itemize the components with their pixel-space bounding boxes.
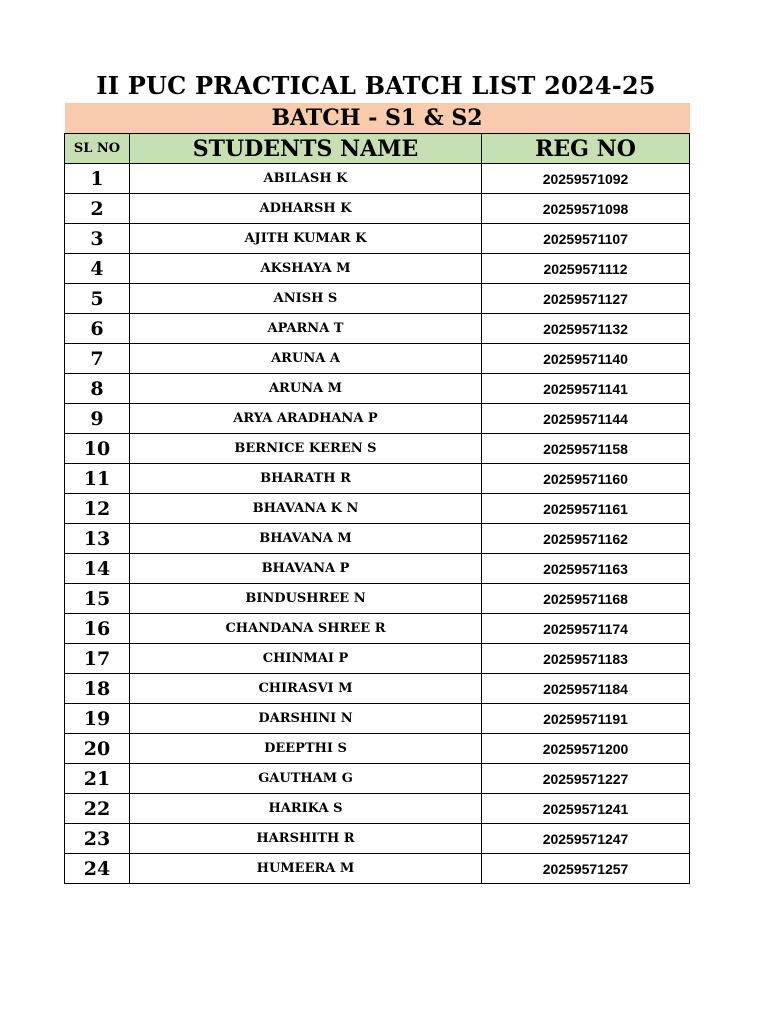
reg-no-header: REG NO [482,134,690,164]
sl-no-cell: 6 [65,314,130,344]
student-name-cell: BHAVANA K N [130,494,482,524]
student-name-cell: APARNA T [130,314,482,344]
sl-no-cell: 23 [65,824,130,854]
reg-no-cell: 20259571168 [482,584,690,614]
sl-no-header: SL NO [65,134,130,164]
table-row [65,494,690,524]
sl-no-cell: 22 [65,794,130,824]
table-row [65,554,690,584]
reg-no-cell: 20259571163 [482,554,690,584]
sl-no-cell: 19 [65,704,130,734]
sl-no-cell: 10 [65,434,130,464]
student-name-cell: CHINMAI P [130,644,482,674]
reg-no-cell: 20259571162 [482,524,690,554]
reg-no-cell: 20259571144 [482,404,690,434]
reg-no-cell: 20259571241 [482,794,690,824]
sl-no-cell: 17 [65,644,130,674]
table-row [65,524,690,554]
sl-no-cell: 9 [65,404,130,434]
table-row [65,584,690,614]
batch-table [64,103,690,884]
table-row [65,374,690,404]
sl-no-cell: 24 [65,854,130,884]
table-row [65,794,690,824]
student-name-cell: DEEPTHI S [130,734,482,764]
table-row [65,734,690,764]
reg-no-cell: 20259571200 [482,734,690,764]
table-row [65,254,690,284]
student-name-cell: ADHARSH K [130,194,482,224]
table-row [65,344,690,374]
reg-no-cell: 20259571140 [482,344,690,374]
table-row [65,854,690,884]
sl-no-cell: 1 [65,164,130,194]
table-row [65,194,690,224]
student-name-cell: ARUNA A [130,344,482,374]
sl-no-cell: 4 [65,254,130,284]
sl-no-cell: 12 [65,494,130,524]
student-name-cell: HUMEERA M [130,854,482,884]
reg-no-cell: 20259571112 [482,254,690,284]
table-row [65,404,690,434]
student-name-cell: BHAVANA M [130,524,482,554]
reg-no-cell: 20259571160 [482,464,690,494]
reg-no-cell: 20259571191 [482,704,690,734]
table-row [65,674,690,704]
student-name-cell: BERNICE KEREN S [130,434,482,464]
student-name-cell: AKSHAYA M [130,254,482,284]
student-name-cell: ARYA ARADHANA P [130,404,482,434]
student-name-cell: DARSHINI N [130,704,482,734]
batch-label: BATCH - S1 & S2 [65,103,690,134]
student-name-cell: BHARATH R [130,464,482,494]
table-row [65,704,690,734]
reg-no-cell: 20259571098 [482,194,690,224]
sl-no-cell: 20 [65,734,130,764]
student-name-cell: HARSHITH R [130,824,482,854]
sl-no-cell: 7 [65,344,130,374]
reg-no-cell: 20259571107 [482,224,690,254]
sl-no-cell: 2 [65,194,130,224]
reg-no-cell: 20259571127 [482,284,690,314]
reg-no-cell: 20259571247 [482,824,690,854]
sl-no-cell: 16 [65,614,130,644]
batch-row [65,103,690,134]
student-name-cell: BINDUSHREE N [130,584,482,614]
student-name-cell: GAUTHAM G [130,764,482,794]
student-name-cell: ANISH S [130,284,482,314]
student-name-cell: AJITH KUMAR K [130,224,482,254]
reg-no-cell: 20259571132 [482,314,690,344]
table-row [65,284,690,314]
reg-no-cell: 20259571161 [482,494,690,524]
table-row [65,164,690,194]
reg-no-cell: 20259571183 [482,644,690,674]
table-row [65,614,690,644]
table-row [65,224,690,254]
sl-no-cell: 15 [65,584,130,614]
student-name-cell: ABILASH K [130,164,482,194]
student-name-cell: BHAVANA P [130,554,482,584]
sl-no-cell: 3 [65,224,130,254]
reg-no-cell: 20259571092 [482,164,690,194]
sl-no-cell: 18 [65,674,130,704]
reg-no-cell: 20259571158 [482,434,690,464]
table-body [65,164,690,884]
student-name-cell: CHIRASVI M [130,674,482,704]
reg-no-cell: 20259571227 [482,764,690,794]
student-name-cell: ARUNA M [130,374,482,404]
reg-no-cell: 20259571257 [482,854,690,884]
table-row [65,824,690,854]
reg-no-cell: 20259571174 [482,614,690,644]
table-row [65,434,690,464]
sl-no-cell: 5 [65,284,130,314]
sl-no-cell: 13 [65,524,130,554]
table-row [65,644,690,674]
sl-no-cell: 21 [65,764,130,794]
sl-no-cell: 11 [65,464,130,494]
page-title: II PUC PRACTICAL BATCH LIST 2024-25 [96,71,656,100]
table-row [65,314,690,344]
table-header-row [65,134,690,164]
sl-no-cell: 8 [65,374,130,404]
student-name-cell: CHANDANA SHREE R [130,614,482,644]
table-row [65,764,690,794]
table-row [65,464,690,494]
students-name-header: STUDENTS NAME [130,134,482,164]
reg-no-cell: 20259571184 [482,674,690,704]
sl-no-cell: 14 [65,554,130,584]
student-name-cell: HARIKA S [130,794,482,824]
reg-no-cell: 20259571141 [482,374,690,404]
